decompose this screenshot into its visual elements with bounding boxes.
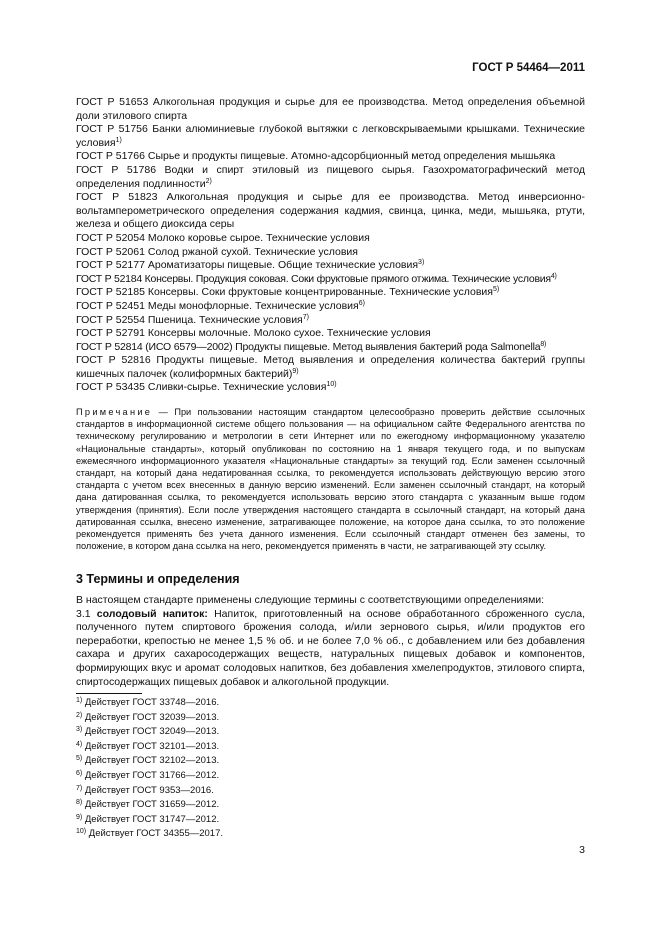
reference-item: ГОСТ Р 52451 Меды монофлорные. Технические условия$^{6)}$: [76, 299, 365, 312]
term-name: солодовый напиток:: [96, 607, 208, 620]
footnote-item: $^{9)}$ Действует ГОСТ 31747—2012.: [76, 813, 220, 825]
reference-item: ГОСТ Р 52184 Консервы. Продукция соковая. Соки фруктовые прямого отжима. Технические условия$^{4)}$: [76, 272, 557, 285]
footnote-ref: 3): [418, 259, 425, 267]
footnote-item: $^{3)}$ Действует ГОСТ 32049—2013.: [76, 726, 220, 738]
footnote-ref: 6): [358, 299, 365, 307]
footnote-ref: 8): [540, 340, 547, 348]
footnote-ref: 5): [492, 286, 500, 294]
note-text: — При пользовании настоящим стандартом целесообразно проверить действие ссылочных стандартов в информационной системе общего пользования — на официальном сайте Федерального агентства по техническому регулированию и метрологии в сети Интернет или по ежегодному информационному указателю «Национальные стандарты», который опубликован по состоянию на 1 января текущего года, и по выпускам ежемесячного информационного указателя «Национальные стандарты» за текущий год. Если заменен ссылочный стандарт, на который дана недатированная ссылка, то рекомендуется использовать действующую версию этого стандарта с учетом всех внесенных в данную версию изменений. Если заменен ссылочный стандарт, на который дана датированная ссылка, то рекомендуется использовать версию этого стандарта с указанным выше годом утверждения (принятия). Если после утверждения настоящего стандарта в ссылочный стандарт, на который дана датированная ссылка, внесено изменение, затрагивающее положение, на которое дана ссылка, то это положение рекомендуется применять без учета данного изменения. Если ссылочный стандарт отменен без замены, то положение, в котором дана ссылка на него, рекомендуется применять в части, не затрагивающей эту ссылку.: [76, 407, 585, 552]
page-body: [76, 96, 585, 689]
footnote-ref: 10): [326, 381, 337, 389]
footnote-divider: [76, 693, 142, 694]
note-label: Примечание: [76, 407, 153, 418]
footnote-ref: 7): [302, 313, 309, 321]
footnote-item: $^{5)}$ Действует ГОСТ 32102—2013.: [76, 755, 220, 767]
reference-item: ГОСТ Р 52177 Ароматизаторы пищевые. Общие технические условия$^{3)}$: [76, 259, 425, 272]
reference-item: ГОСТ Р 52814 (ИСО 6579—2002) Продукты пищевые. Метод выявления бактерий рода Salmonella$^{8)}$: [76, 340, 547, 353]
footnote-item: $^{4)}$ Действует ГОСТ 32101—2013.: [76, 740, 220, 752]
footnote-item: $^{2)}$ Действует ГОСТ 32039—2013.: [76, 711, 220, 723]
footnote-ref: 4): [550, 272, 557, 280]
reference-item: ГОСТ Р 51823 Алкогольная продукция и сырье для ее производства. Метод инверсионно-вольтамперометрического определения содержания кадмия, свинца, цинка, меди, мышьяка, ртути, железа и общего диоксида серы: [76, 191, 585, 231]
reference-item: ГОСТ Р 53435 Сливки-сырье. Технические условия$^{10)}$: [76, 381, 337, 394]
reference-item: ГОСТ Р 51786 Водки и спирт этиловый из пищевого сырья. Газохроматографический метод определения подлинности$^{2)}$: [76, 163, 585, 190]
footnote-ref: 1): [115, 136, 122, 144]
footnote-ref: 2): [205, 177, 212, 185]
footnote-ref: 9): [292, 367, 299, 375]
footnote-item: $^{7)}$ Действует ГОСТ 9353—2016.: [76, 784, 214, 796]
document-code-header: ГОСТ Р 54464—2011: [472, 62, 585, 74]
note-block: [76, 406, 585, 552]
reference-item: ГОСТ Р 52061 Солод ржаной сухой. Технические условия: [76, 245, 358, 258]
reference-item: ГОСТ Р 52554 Пшеница. Технические условия$^{7)}$: [76, 313, 309, 326]
reference-item: ГОСТ Р 52185 Консервы. Соки фруктовые концентрированные. Технические условия$^{5)}$: [76, 286, 500, 299]
term-number: 3.1: [76, 607, 97, 620]
reference-item: ГОСТ Р 52816 Продукты пищевые. Метод выявления и определения количества бактерий группы кишечных палочек (колиформных бактерий)$^{9)}$: [76, 354, 585, 380]
reference-item: ГОСТ Р 51756 Банки алюминиевые глубокой вытяжки с легковскрываемыми крышками. Технические условия$^{1)}$: [76, 123, 585, 149]
section-intro: В настоящем стандарте применены следующие термины с соответствующими определениями:: [76, 594, 545, 607]
footnote-item: $^{8)}$ Действует ГОСТ 31659—2012.: [76, 799, 220, 811]
reference-item: ГОСТ Р 51653 Алкогольная продукция и сырье для ее производства. Метод определения объемной доли этилового спирта: [76, 96, 585, 122]
term-definition: [76, 608, 585, 690]
term-definition-text: Напиток, приготовленный на основе обработанного сброженного сусла, полученного путем спиртового брожения солода, и/или зернового сырья, и/или продуктов его переработки, крепостью не менее 1,5 % об. и не более 7,0 % об., с добавлением или без добавления сахара и других сахаросодержащих веществ, натуральных пищевых добавок и компонентов, формирующих вкус и аромат солодовых напитков, без добавления хмелепродуктов, этилового спирта, спиртосодержащих пищевых добавок и алкогольной продукции.: [76, 607, 586, 688]
section-heading: 3 Термины и определения: [76, 571, 240, 586]
reference-item: ГОСТ Р 52791 Консервы молочные. Молоко сухое. Технические условия: [76, 327, 431, 340]
normative-references-list: [76, 96, 585, 395]
footnote-item: $^{10)}$ Действует ГОСТ 34355—2017.: [76, 828, 224, 840]
footnote-item: $^{6)}$ Действует ГОСТ 31766—2012.: [76, 769, 220, 781]
reference-item: ГОСТ Р 52054 Молоко коровье сырое. Технические условия: [76, 231, 370, 244]
reference-item: ГОСТ Р 51766 Сырье и продукты пищевые. Атомно-адсорбционный метод определения мышьяка: [76, 150, 556, 163]
footnotes-list: [76, 696, 223, 842]
page-number: 3: [579, 844, 585, 856]
footnote-item: $^{1)}$ Действует ГОСТ 33748—2016.: [76, 697, 220, 708]
